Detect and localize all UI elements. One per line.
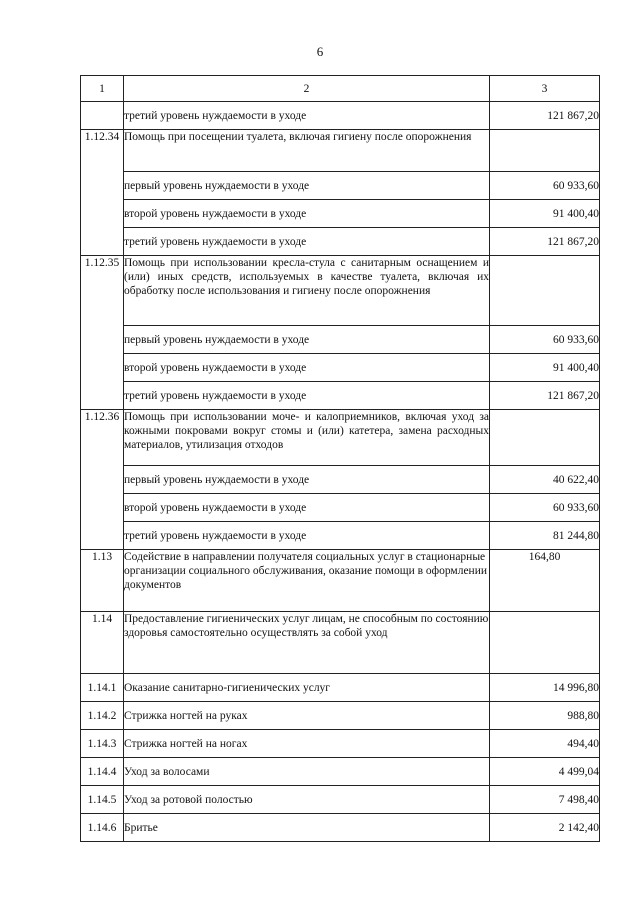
row-description: второй уровень нуждаемости в уходе bbox=[124, 200, 490, 228]
table-row bbox=[81, 758, 600, 786]
row-value bbox=[490, 410, 600, 466]
row-description: Помощь при использовании моче- и калоприемников, включая уход за кожными покровами вокруг стомы и (или) катетера, замена расходных материалов, утилизация отходов bbox=[124, 410, 490, 466]
row-value bbox=[490, 130, 600, 172]
row-description: Предоставление гигиенических услуг лицам, не способным по состоянию здоровья самостоятельно осуществлять за собой уход bbox=[124, 612, 490, 674]
row-description: третий уровень нуждаемости в уходе bbox=[124, 228, 490, 256]
table-row bbox=[81, 522, 600, 550]
row-description: третий уровень нуждаемости в уходе bbox=[124, 382, 490, 410]
row-number: 1.12.36 bbox=[81, 410, 124, 550]
row-description: Стрижка ногтей на руках bbox=[124, 702, 490, 730]
table-row bbox=[81, 326, 600, 354]
table-row bbox=[81, 382, 600, 410]
table-row bbox=[81, 130, 600, 172]
row-value: 60 933,60 bbox=[490, 172, 600, 200]
row-value: 91 400,40 bbox=[490, 200, 600, 228]
row-number: 1.14.1 bbox=[81, 674, 124, 702]
row-description: Бритье bbox=[124, 814, 490, 842]
table-header-row bbox=[81, 76, 600, 102]
table-row bbox=[81, 730, 600, 758]
row-number: 1.14.5 bbox=[81, 786, 124, 814]
row-value: 60 933,60 bbox=[490, 494, 600, 522]
row-description: первый уровень нуждаемости в уходе bbox=[124, 466, 490, 494]
row-value: 988,80 bbox=[490, 702, 600, 730]
row-value: 14 996,80 bbox=[490, 674, 600, 702]
table-row bbox=[81, 494, 600, 522]
row-value: 91 400,40 bbox=[490, 354, 600, 382]
row-value: 121 867,20 bbox=[490, 228, 600, 256]
row-description: третий уровень нуждаемости в уходе bbox=[124, 522, 490, 550]
row-number: 1.14.4 bbox=[81, 758, 124, 786]
row-description: Уход за волосами bbox=[124, 758, 490, 786]
row-description: Помощь при использовании кресла-стула с санитарным оснащением и (или) иных средств, используемых в качестве туалета, включая их обработку после использования и гигиену после опорожнения bbox=[124, 256, 490, 326]
row-value: 164,80 bbox=[490, 550, 600, 612]
row-value: 7 498,40 bbox=[490, 786, 600, 814]
table-row bbox=[81, 674, 600, 702]
table-row bbox=[81, 354, 600, 382]
table-row bbox=[81, 466, 600, 494]
header-col-3: 3 bbox=[490, 76, 600, 102]
row-description: второй уровень нуждаемости в уходе bbox=[124, 494, 490, 522]
header-col-1: 1 bbox=[81, 76, 124, 102]
row-number: 1.14.3 bbox=[81, 730, 124, 758]
row-description: третий уровень нуждаемости в уходе bbox=[124, 102, 490, 130]
table-row bbox=[81, 172, 600, 200]
row-value: 4 499,04 bbox=[490, 758, 600, 786]
table-row bbox=[81, 228, 600, 256]
row-value bbox=[490, 612, 600, 674]
row-description: первый уровень нуждаемости в уходе bbox=[124, 172, 490, 200]
row-description: Содействие в направлении получателя социальных услуг в стационарные организации социального обслуживания, оказание помощи в оформлении документов bbox=[124, 550, 490, 612]
table-row bbox=[81, 786, 600, 814]
tariff-table bbox=[80, 75, 600, 842]
row-description: второй уровень нуждаемости в уходе bbox=[124, 354, 490, 382]
row-value: 40 622,40 bbox=[490, 466, 600, 494]
row-description: Оказание санитарно-гигиенических услуг bbox=[124, 674, 490, 702]
row-number bbox=[81, 102, 124, 130]
table-row bbox=[81, 612, 600, 674]
row-value: 121 867,20 bbox=[490, 382, 600, 410]
page-number: 6 bbox=[316, 44, 324, 59]
row-description: первый уровень нуждаемости в уходе bbox=[124, 326, 490, 354]
row-number: 1.12.35 bbox=[81, 256, 124, 410]
table-row bbox=[81, 256, 600, 326]
row-description: Уход за ротовой полостью bbox=[124, 786, 490, 814]
row-description: Помощь при посещении туалета, включая гигиену после опорожнения bbox=[124, 130, 490, 172]
row-number: 1.13 bbox=[81, 550, 124, 612]
row-value bbox=[490, 256, 600, 326]
row-number: 1.14 bbox=[81, 612, 124, 674]
row-number: 1.12.34 bbox=[81, 130, 124, 256]
row-value: 121 867,20 bbox=[490, 102, 600, 130]
row-value: 2 142,40 bbox=[490, 814, 600, 842]
row-value: 60 933,60 bbox=[490, 326, 600, 354]
table-row bbox=[81, 550, 600, 612]
row-number: 1.14.6 bbox=[81, 814, 124, 842]
row-description: Стрижка ногтей на ногах bbox=[124, 730, 490, 758]
table-row bbox=[81, 102, 600, 130]
table-row bbox=[81, 410, 600, 466]
header-col-2: 2 bbox=[124, 76, 490, 102]
table-row bbox=[81, 200, 600, 228]
row-value: 494,40 bbox=[490, 730, 600, 758]
row-value: 81 244,80 bbox=[490, 522, 600, 550]
table-row bbox=[81, 702, 600, 730]
table-row bbox=[81, 814, 600, 842]
row-number: 1.14.2 bbox=[81, 702, 124, 730]
